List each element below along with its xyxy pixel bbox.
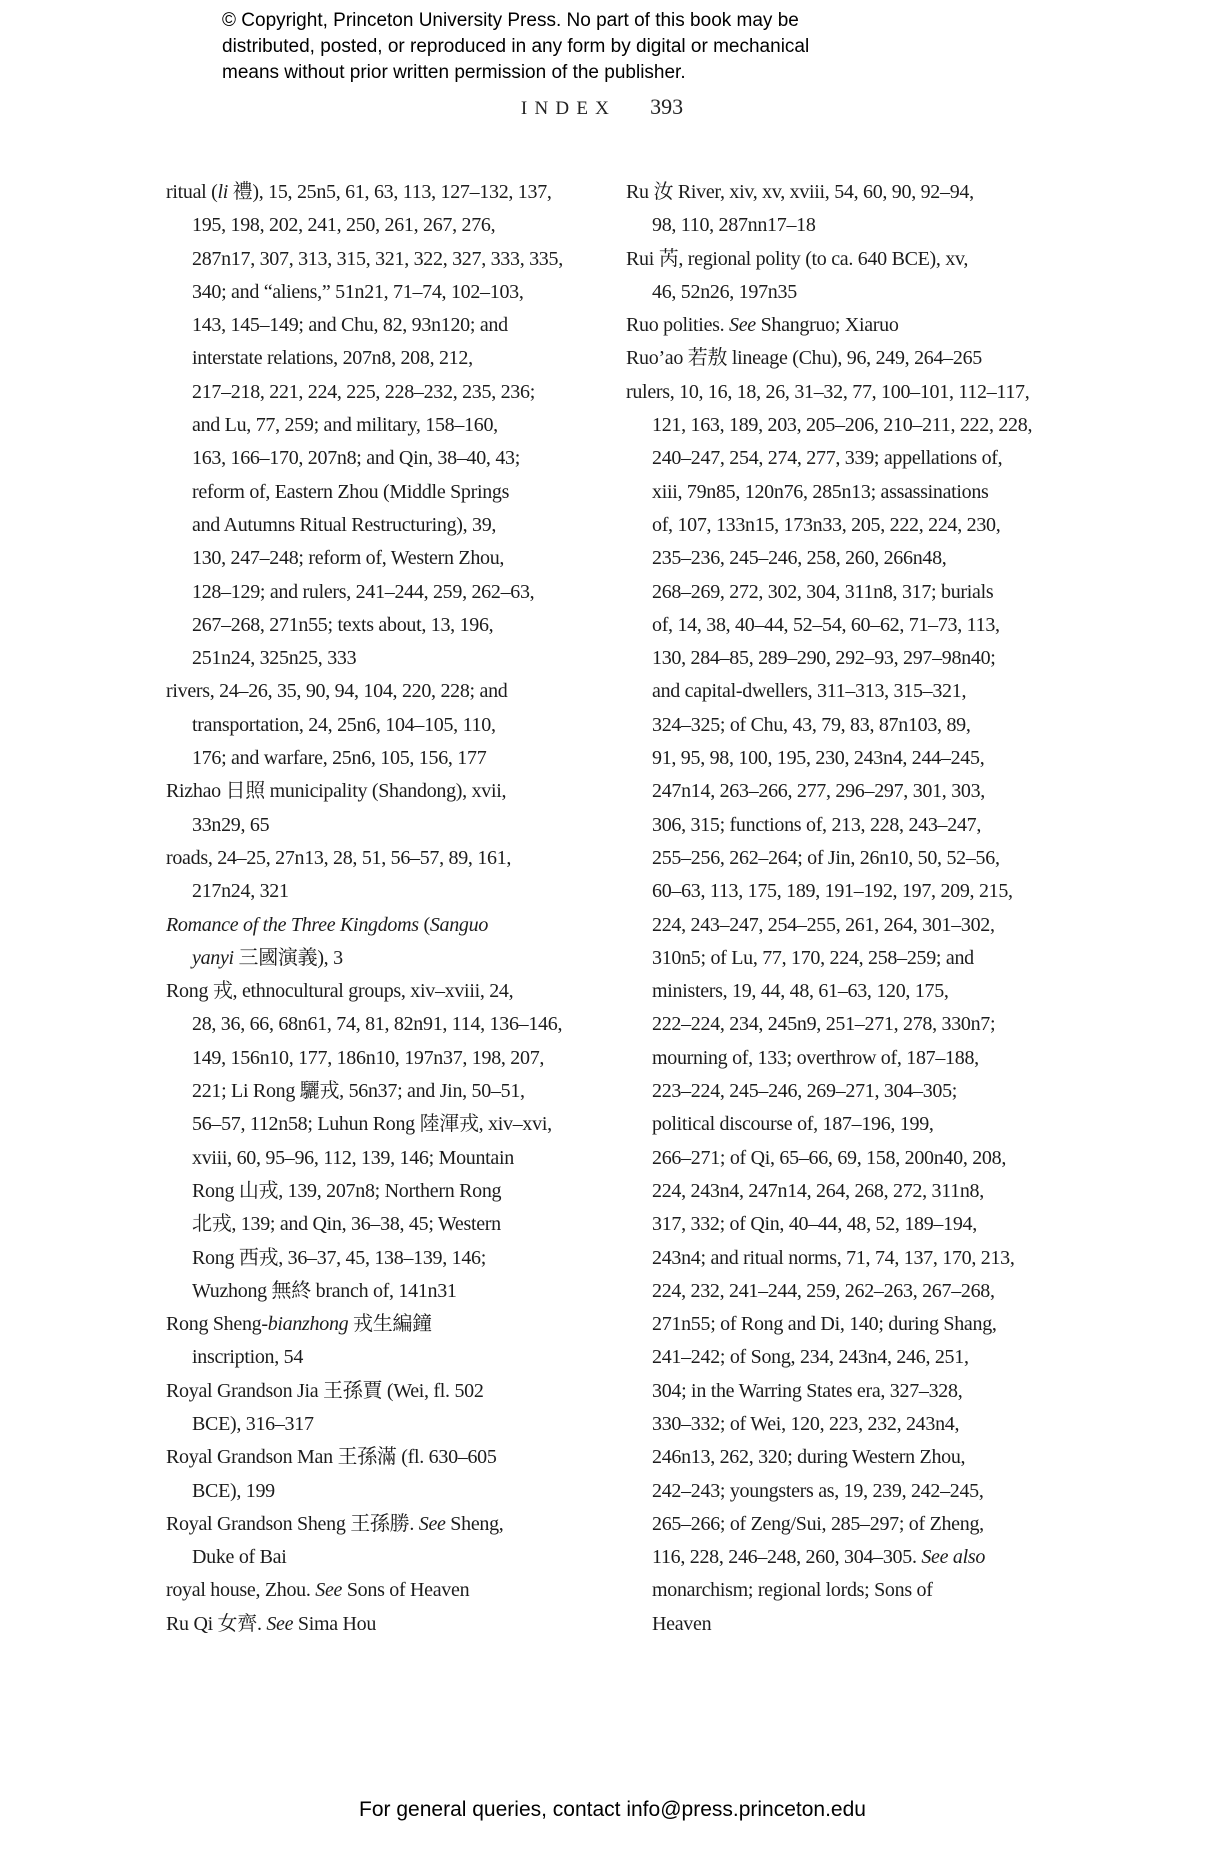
- index-line-continuation: [626, 1108, 1066, 1141]
- index-line-continuation: [626, 276, 1066, 309]
- text-run: Sons of Heaven: [342, 1579, 470, 1602]
- text-run: 116, 228, 246–248, 260, 304–305.: [652, 1546, 922, 1569]
- index-line-continuation: [166, 1341, 586, 1374]
- italic-text-run: li: [217, 181, 228, 203]
- text-run: 221; Li Rong 驪戎, 56n37; and Jin, 50–51,: [192, 1080, 525, 1103]
- text-run: 217n24, 321: [192, 880, 289, 903]
- index-line-continuation: [626, 442, 1066, 475]
- index-line-continuation: [626, 1175, 1066, 1208]
- index-line-continuation: [166, 1541, 586, 1574]
- text-run: 217–218, 221, 224, 225, 228–232, 235, 236;: [192, 380, 535, 403]
- text-run: 28, 36, 66, 68n61, 74, 81, 82n91, 114, 136–146,: [192, 1013, 563, 1036]
- text-run: Ruo’ao 若敖 lineage (Chu), 96, 249, 264–265: [626, 347, 982, 370]
- index-line-continuation: [626, 675, 1066, 708]
- text-run: 242–243; youngsters as, 19, 239, 242–245,: [652, 1479, 984, 1502]
- index-line-continuation: [626, 1208, 1066, 1241]
- index-line-continuation: [166, 442, 586, 475]
- text-run: BCE), 316–317: [192, 1412, 314, 1435]
- index-line-continuation: [626, 1441, 1066, 1474]
- text-run: 176; and warfare, 25n6, 105, 156, 177: [192, 747, 487, 770]
- text-run: ritual (: [166, 181, 218, 203]
- text-run: political discourse of, 187–196, 199,: [652, 1113, 934, 1136]
- text-run: 60–63, 113, 175, 189, 191–192, 197, 209, 215,: [652, 880, 1013, 903]
- text-run: 121, 163, 189, 203, 205–206, 210–211, 222, 228,: [652, 414, 1033, 437]
- index-line-continuation: [166, 709, 586, 742]
- index-line-continuation: [166, 576, 586, 609]
- index-line-continuation: [626, 1508, 1066, 1541]
- text-run: (: [418, 913, 430, 936]
- index-entry-line: [166, 909, 586, 942]
- italic-text-run: See: [418, 1512, 446, 1535]
- index-entry-line: [166, 975, 586, 1008]
- index-line-continuation: [626, 1275, 1066, 1308]
- index-entry-line: [166, 1508, 586, 1541]
- text-run: Ruo polities.: [626, 314, 730, 337]
- index-line-continuation: [166, 509, 586, 542]
- index-line-continuation: [166, 409, 586, 442]
- italic-text-run: Romance of the Three Kingdoms: [166, 913, 419, 936]
- index-entry-line: [626, 342, 1066, 375]
- text-run: Wuzhong 無終 branch of, 141n31: [192, 1279, 457, 1302]
- index-line-continuation: [166, 1108, 586, 1141]
- index-line-continuation: [626, 1408, 1066, 1441]
- index-line-continuation: [626, 742, 1066, 775]
- index-entry-line: [626, 309, 1066, 342]
- text-run: 46, 52n26, 197n35: [652, 280, 797, 303]
- index-line-continuation: [166, 209, 586, 242]
- index-line-continuation: [626, 909, 1066, 942]
- text-run: 224, 232, 241–244, 259, 262–263, 267–268,: [652, 1279, 995, 1302]
- text-run: 128–129; and rulers, 241–244, 259, 262–63,: [192, 580, 535, 603]
- index-line-continuation: [166, 1208, 586, 1241]
- copyright-line: distributed, posted, or reproduced in any form by digital or mechanical: [222, 36, 810, 57]
- index-line-continuation: [166, 1475, 586, 1508]
- index-line-continuation: [626, 1608, 1066, 1641]
- index-line-continuation: [626, 1008, 1066, 1041]
- text-run: Sheng,: [445, 1512, 504, 1535]
- index-line-continuation: [626, 476, 1066, 509]
- index-entry-line: [626, 376, 1066, 409]
- index-line-continuation: [626, 542, 1066, 575]
- index-line-continuation: [166, 875, 586, 908]
- text-run: 340; and “aliens,” 51n21, 71–74, 102–103,: [192, 280, 524, 303]
- index-line-continuation: [626, 1075, 1066, 1108]
- page-number: 393: [650, 94, 684, 119]
- text-run: 287n17, 307, 313, 315, 321, 322, 327, 333, 335,: [192, 247, 563, 270]
- index-line-continuation: [626, 842, 1066, 875]
- index-line-continuation: [626, 1541, 1066, 1574]
- text-run: 243n4; and ritual norms, 71, 74, 137, 170, 213,: [652, 1246, 1015, 1269]
- text-run: mourning of, 133; overthrow of, 187–188,: [652, 1046, 979, 1069]
- text-run: and Lu, 77, 259; and military, 158–160,: [192, 414, 498, 437]
- text-run: inscription, 54: [192, 1346, 304, 1369]
- index-entry-line: [166, 1375, 586, 1408]
- index-entry-line: [166, 775, 586, 808]
- text-run: 130, 247–248; reform of, Western Zhou,: [192, 547, 505, 570]
- index-entry-line: [166, 675, 586, 708]
- text-run: Rui 芮, regional polity (to ca. 640 BCE), xv,: [626, 247, 969, 270]
- index-line-continuation: [626, 1341, 1066, 1374]
- index-line-continuation: [166, 942, 586, 975]
- text-run: 33n29, 65: [192, 813, 270, 836]
- index-line-continuation: [626, 1142, 1066, 1175]
- text-run: Ru Qi 女齊.: [166, 1612, 267, 1635]
- index-line-continuation: [626, 975, 1066, 1008]
- text-run: monarchism; regional lords; Sons of: [652, 1579, 933, 1602]
- text-run: 130, 284–85, 289–290, 292–93, 297–98n40;: [652, 647, 996, 670]
- text-run: 267–268, 271n55; texts about, 13, 196,: [192, 613, 494, 636]
- index-line-continuation: [626, 209, 1066, 242]
- index-line-continuation: [166, 376, 586, 409]
- text-run: 251n24, 325n25, 333: [192, 647, 357, 670]
- index-entry-line: [626, 176, 1066, 209]
- text-run: 98, 110, 287nn17–18: [652, 214, 816, 237]
- index-line-continuation: [166, 542, 586, 575]
- text-run: Royal Grandson Jia 王孫賈 (Wei, fl. 502: [166, 1379, 484, 1402]
- text-run: xiii, 79n85, 120n76, 285n13; assassinations: [652, 480, 989, 503]
- index-line-continuation: [626, 409, 1066, 442]
- text-run: of, 107, 133n15, 173n33, 205, 222, 224, 230,: [652, 513, 1001, 536]
- index-entry-line: [166, 842, 586, 875]
- index-line-continuation: [166, 1075, 586, 1108]
- italic-text-run: bianzhong: [267, 1313, 349, 1336]
- footer-text: For general queries, contact info@press.princeton.edu: [359, 1798, 866, 1821]
- italic-text-run: Sanguo: [429, 913, 489, 936]
- index-line-continuation: [166, 1408, 586, 1441]
- text-run: 324–325; of Chu, 43, 79, 83, 87n103, 89,: [652, 713, 971, 736]
- text-run: 223–224, 245–246, 269–271, 304–305;: [652, 1080, 958, 1103]
- text-run: 317, 332; of Qin, 40–44, 48, 52, 189–194,: [652, 1213, 977, 1236]
- index-line-continuation: [626, 509, 1066, 542]
- text-run: 235–236, 245–246, 258, 260, 266n48,: [652, 547, 947, 570]
- text-run: 268–269, 272, 302, 304, 311n8, 317; burials: [652, 580, 994, 603]
- text-run: Royal Grandson Man 王孫滿 (fl. 630–605: [166, 1446, 497, 1469]
- text-run: and Autumns Ritual Restructuring), 39,: [192, 513, 497, 536]
- text-run: transportation, 24, 25n6, 104–105, 110,: [192, 713, 496, 736]
- index-line-continuation: [626, 576, 1066, 609]
- text-run: ministers, 19, 44, 48, 61–63, 120, 175,: [652, 980, 949, 1003]
- index-line-continuation: [626, 1308, 1066, 1341]
- index-left-column: [166, 176, 586, 1641]
- index-line-continuation: [626, 1042, 1066, 1075]
- text-run: rulers, 10, 16, 18, 26, 31–32, 77, 100–101, 112–117,: [626, 380, 1030, 403]
- text-run: 266–271; of Qi, 65–66, 69, 158, 200n40, 208,: [652, 1146, 1007, 1169]
- index-entry-line: [166, 1308, 586, 1341]
- text-run: Rong 西戎, 36–37, 45, 138–139, 146;: [192, 1246, 486, 1269]
- text-run: 240–247, 254, 274, 277, 339; appellations of,: [652, 447, 1003, 470]
- text-run: 163, 166–170, 207n8; and Qin, 38–40, 43;: [192, 447, 520, 470]
- index-line-continuation: [626, 642, 1066, 675]
- text-run: Shangruo; Xiaruo: [755, 314, 899, 337]
- index-line-continuation: [166, 342, 586, 375]
- text-run: 224, 243–247, 254–255, 261, 264, 301–302,: [652, 913, 995, 936]
- text-run: Ru 汝 River, xiv, xv, xviii, 54, 60, 90, 92–94,: [626, 181, 974, 203]
- text-run: Rizhao 日照 municipality (Shandong), xvii,: [166, 780, 507, 803]
- index-line-continuation: [166, 1142, 586, 1175]
- text-run: 265–266; of Zeng/Sui, 285–297; of Zheng,: [652, 1512, 984, 1535]
- italic-text-run: See: [315, 1579, 343, 1602]
- index-right-column: [626, 176, 1066, 1641]
- text-run: 56–57, 112n58; Luhun Rong 陸渾戎, xiv–xvi,: [192, 1113, 552, 1136]
- index-line-continuation: [626, 1375, 1066, 1408]
- text-run: 北戎, 139; and Qin, 36–38, 45; Western: [192, 1213, 501, 1236]
- copyright-line: means without prior written permission of the publisher.: [222, 62, 686, 83]
- italic-text-run: yanyi: [192, 946, 234, 969]
- text-run: Sima Hou: [293, 1612, 377, 1635]
- index-entry-line: [166, 1608, 586, 1641]
- index-line-continuation: [166, 1175, 586, 1208]
- text-run: 195, 198, 202, 241, 250, 261, 267, 276,: [192, 214, 496, 237]
- text-run: 三國演義), 3: [233, 946, 343, 969]
- copyright-notice: [222, 8, 809, 86]
- italic-text-run: See: [729, 314, 756, 337]
- text-run: 310n5; of Lu, 77, 170, 224, 258–259; and: [652, 946, 974, 969]
- text-run: xviii, 60, 95–96, 112, 139, 146; Mountain: [192, 1146, 514, 1169]
- index-line-continuation: [166, 642, 586, 675]
- index-line-continuation: [166, 309, 586, 342]
- index-entry-line: [626, 243, 1066, 276]
- text-run: Rong Sheng-: [166, 1313, 268, 1336]
- index-line-continuation: [626, 1475, 1066, 1508]
- index-line-continuation: [166, 742, 586, 775]
- index-title: INDEX: [520, 98, 617, 119]
- text-run: 戎生編鐘: [348, 1313, 432, 1336]
- index-entry-line: [166, 1441, 586, 1474]
- text-run: BCE), 199: [192, 1479, 275, 1502]
- text-run: and capital-dwellers, 311–313, 315–321,: [652, 680, 967, 703]
- text-run: 306, 315; functions of, 213, 228, 243–247,: [652, 813, 982, 836]
- index-line-continuation: [166, 609, 586, 642]
- text-run: 330–332; of Wei, 120, 223, 232, 243n4,: [652, 1412, 960, 1435]
- italic-text-run: See also: [921, 1546, 986, 1569]
- page-footer: [0, 1798, 1225, 1822]
- text-run: interstate relations, 207n8, 208, 212,: [192, 347, 473, 370]
- index-line-continuation: [626, 942, 1066, 975]
- index-line-continuation: [626, 1574, 1066, 1607]
- text-run: rivers, 24–26, 35, 90, 94, 104, 220, 228; and: [166, 680, 508, 703]
- index-line-continuation: [626, 609, 1066, 642]
- text-run: 247n14, 263–266, 277, 296–297, 301, 303,: [652, 780, 986, 803]
- text-run: 304; in the Warring States era, 327–328,: [652, 1379, 963, 1402]
- index-line-continuation: [166, 243, 586, 276]
- index-line-continuation: [166, 1042, 586, 1075]
- index-entry-line: [166, 1574, 586, 1607]
- index-line-continuation: [626, 1242, 1066, 1275]
- index-entry-line: [166, 176, 586, 209]
- text-run: 禮), 15, 25n5, 61, 63, 113, 127–132, 137,: [227, 181, 552, 203]
- italic-text-run: See: [266, 1612, 294, 1635]
- text-run: royal house, Zhou.: [166, 1579, 316, 1602]
- index-line-continuation: [626, 875, 1066, 908]
- text-run: 91, 95, 98, 100, 195, 230, 243n4, 244–245,: [652, 747, 985, 770]
- text-run: Royal Grandson Sheng 王孫勝.: [166, 1512, 419, 1535]
- index-line-continuation: [166, 476, 586, 509]
- text-run: Rong 戎, ethnocultural groups, xiv–xviii, 24,: [166, 980, 514, 1003]
- text-run: of, 14, 38, 40–44, 52–54, 60–62, 71–73, 113,: [652, 613, 1000, 636]
- index-line-continuation: [626, 775, 1066, 808]
- text-run: 149, 156n10, 177, 186n10, 197n37, 198, 207,: [192, 1046, 545, 1069]
- text-run: Duke of Bai: [192, 1546, 287, 1569]
- text-run: 224, 243n4, 247n14, 264, 268, 272, 311n8,: [652, 1179, 984, 1202]
- text-run: 241–242; of Song, 234, 243n4, 246, 251,: [652, 1346, 969, 1369]
- text-run: 271n55; of Rong and Di, 140; during Shang,: [652, 1313, 997, 1336]
- index-line-continuation: [166, 1008, 586, 1041]
- copyright-line: © Copyright, Princeton University Press. No part of this book may be: [222, 10, 799, 31]
- page-header: [0, 94, 1204, 120]
- text-run: Heaven: [652, 1612, 712, 1635]
- text-run: 255–256, 262–264; of Jin, 26n10, 50, 52–56,: [652, 846, 1000, 869]
- text-run: 222–224, 234, 245n9, 251–271, 278, 330n7;: [652, 1013, 996, 1036]
- index-line-continuation: [166, 1242, 586, 1275]
- text-run: Rong 山戎, 139, 207n8; Northern Rong: [192, 1179, 502, 1202]
- index-line-continuation: [626, 709, 1066, 742]
- text-run: 143, 145–149; and Chu, 82, 93n120; and: [192, 314, 508, 337]
- text-run: reform of, Eastern Zhou (Middle Springs: [192, 480, 510, 503]
- index-line-continuation: [166, 1275, 586, 1308]
- text-run: 246n13, 262, 320; during Western Zhou,: [652, 1446, 966, 1469]
- index-line-continuation: [166, 276, 586, 309]
- index-line-continuation: [166, 809, 586, 842]
- index-line-continuation: [626, 809, 1066, 842]
- text-run: roads, 24–25, 27n13, 28, 51, 56–57, 89, 161,: [166, 846, 512, 869]
